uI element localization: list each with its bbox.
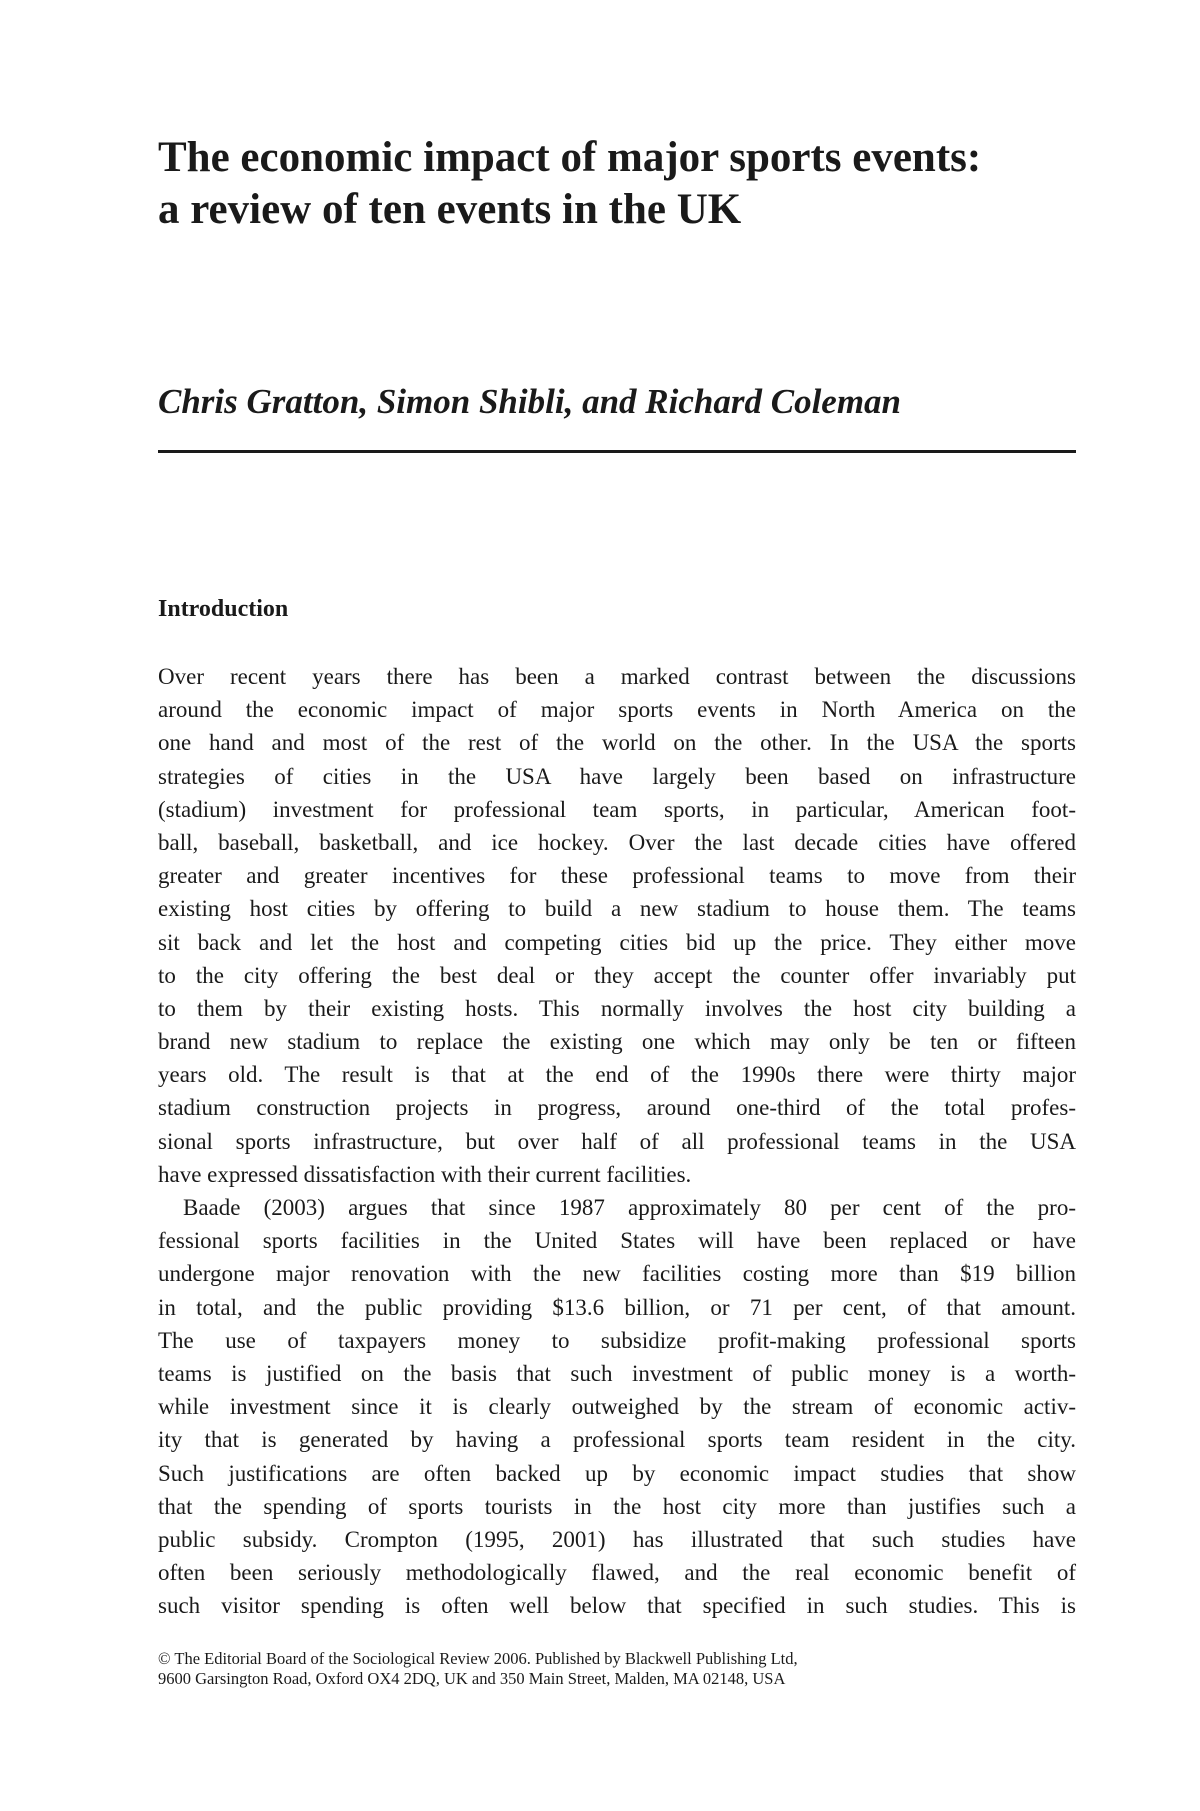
body-line: to the city offering the best deal or they accept the counter offer invariably put	[158, 962, 1076, 988]
body-line: ity that is generated by having a professional sports team resident in the city.	[158, 1427, 1076, 1453]
body-line: greater and greater incentives for these professional teams to move from their	[158, 863, 1076, 889]
copyright-footer	[158, 1649, 1076, 1689]
body-line: undergone major renovation with the new facilities costing more than $19 billion	[158, 1261, 1076, 1287]
body-line: years old. The result is that at the end of the 1990s there were thirty major	[158, 1062, 1076, 1088]
body-text	[158, 660, 1076, 1622]
copyright-line-1: © The Editorial Board of the Sociological Review 2006. Published by Blackwell Publishing Ltd,	[158, 1649, 798, 1668]
body-line: Such justifications are often backed up by economic impact studies that show	[158, 1460, 1076, 1486]
author-list: Chris Gratton, Simon Shibli, and Richard Coleman	[158, 382, 902, 421]
body-line: sit back and let the host and competing cities bid up the price. They either move	[158, 929, 1076, 955]
body-line: sional sports infrastructure, but over half of all professional teams in the USA	[158, 1128, 1076, 1154]
body-line: (stadium) investment for professional team sports, in particular, American foot-	[158, 796, 1076, 822]
body-line: often been seriously methodologically flawed, and the real economic benefit of	[158, 1560, 1076, 1586]
body-line: The use of taxpayers money to subsidize profit-making professional sports	[158, 1327, 1076, 1353]
body-line: existing host cities by offering to build a new stadium to house them. The teams	[158, 896, 1076, 922]
article-page	[158, 0, 1076, 1811]
body-line: teams is justified on the basis that such investment of public money is a worth-	[158, 1360, 1076, 1386]
body-line: Baade (2003) argues that since 1987 approximately 80 per cent of the pro-	[183, 1195, 1076, 1220]
title-line-1: The economic impact of major sports events:	[158, 134, 982, 181]
title-divider	[158, 450, 1076, 453]
body-line: public subsidy. Crompton (1995, 2001) has illustrated that such studies have	[158, 1526, 1076, 1552]
body-line: to them by their existing hosts. This normally involves the host city building a	[158, 995, 1076, 1021]
body-line: in total, and the public providing $13.6 billion, or 71 per cent, of that amount.	[158, 1294, 1076, 1320]
body-line: while investment since it is clearly outweighed by the stream of economic activ-	[158, 1394, 1076, 1420]
body-line: Over recent years there has been a marked contrast between the discussions	[158, 664, 1076, 689]
body-line: such visitor spending is often well below that specified in such studies. This is	[158, 1593, 1076, 1619]
body-line: that the spending of sports tourists in the host city more than justifies such a	[158, 1493, 1076, 1519]
copyright-line-2: 9600 Garsington Road, Oxford OX4 2DQ, UK and 350 Main Street, Malden, MA 02148, USA	[158, 1669, 786, 1688]
body-line: strategies of cities in the USA have largely been based on infrastructure	[158, 763, 1076, 789]
title-line-2: a review of ten events in the UK	[158, 186, 742, 233]
body-line: have expressed dissatisfaction with their current facilities.	[158, 1161, 692, 1187]
body-line: fessional sports facilities in the United States will have been replaced or have	[158, 1228, 1076, 1254]
section-heading: Introduction	[158, 596, 289, 622]
body-line: one hand and most of the rest of the world on the other. In the USA the sports	[158, 730, 1076, 756]
article-title	[158, 132, 1076, 236]
body-line: brand new stadium to replace the existing one which may only be ten or fifteen	[158, 1029, 1076, 1055]
body-line: around the economic impact of major sports events in North America on the	[158, 697, 1076, 723]
body-line: ball, baseball, basketball, and ice hockey. Over the last decade cities have offered	[158, 829, 1076, 855]
body-line: stadium construction projects in progress, around one-third of the total profes-	[158, 1095, 1076, 1121]
